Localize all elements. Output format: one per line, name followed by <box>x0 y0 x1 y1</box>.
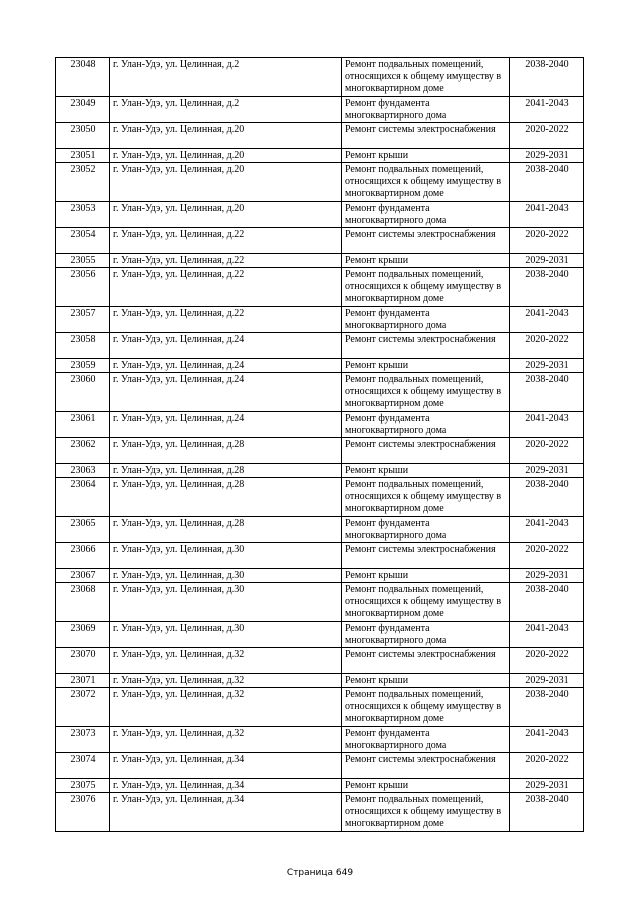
table-row <box>56 123 584 149</box>
work-type-cell: Ремонт фундамента многоквартирного дома <box>342 307 510 333</box>
address-cell: г. Улан-Удэ, ул. Целинная, д.24 <box>110 412 342 438</box>
address-cell: г. Улан-Удэ, ул. Целинная, д.34 <box>110 753 342 779</box>
work-type-cell: Ремонт крыши <box>342 359 510 373</box>
address-cell: г. Улан-Удэ, ул. Целинная, д.24 <box>110 333 342 359</box>
work-type-cell: Ремонт крыши <box>342 464 510 478</box>
row-id-cell: 23058 <box>56 333 110 359</box>
work-type-cell: Ремонт фундамента многоквартирного дома <box>342 202 510 228</box>
table-row <box>56 97 584 123</box>
period-cell: 2038-2040 <box>510 793 584 832</box>
table-row <box>56 583 584 622</box>
address-cell: г. Улан-Удэ, ул. Целинная, д.28 <box>110 478 342 517</box>
period-cell: 2020-2022 <box>510 123 584 149</box>
row-id-cell: 23072 <box>56 688 110 727</box>
row-id-cell: 23070 <box>56 648 110 674</box>
table-row <box>56 268 584 307</box>
row-id-cell: 23050 <box>56 123 110 149</box>
address-cell: г. Улан-Удэ, ул. Целинная, д.32 <box>110 648 342 674</box>
period-cell: 2041-2043 <box>510 412 584 438</box>
table-row <box>56 149 584 163</box>
table-row <box>56 478 584 517</box>
table-row <box>56 648 584 674</box>
row-id-cell: 23065 <box>56 517 110 543</box>
table-row <box>56 688 584 727</box>
period-cell: 2029-2031 <box>510 569 584 583</box>
row-id-cell: 23071 <box>56 674 110 688</box>
address-cell: г. Улан-Удэ, ул. Целинная, д.2 <box>110 97 342 123</box>
period-cell: 2038-2040 <box>510 478 584 517</box>
period-cell: 2041-2043 <box>510 202 584 228</box>
work-type-cell: Ремонт фундамента многоквартирного дома <box>342 727 510 753</box>
table-row <box>56 254 584 268</box>
period-cell: 2038-2040 <box>510 688 584 727</box>
work-type-cell: Ремонт подвальных помещений, относящихся к общему имуществу в многоквартирном доме <box>342 478 510 517</box>
table-row <box>56 373 584 412</box>
table-row <box>56 412 584 438</box>
period-cell: 2041-2043 <box>510 307 584 333</box>
row-id-cell: 23048 <box>56 58 110 97</box>
row-id-cell: 23064 <box>56 478 110 517</box>
address-cell: г. Улан-Удэ, ул. Целинная, д.22 <box>110 254 342 268</box>
work-type-cell: Ремонт подвальных помещений, относящихся к общему имуществу в многоквартирном доме <box>342 163 510 202</box>
work-type-cell: Ремонт подвальных помещений, относящихся к общему имуществу в многоквартирном доме <box>342 373 510 412</box>
table-row <box>56 333 584 359</box>
row-id-cell: 23049 <box>56 97 110 123</box>
period-cell: 2041-2043 <box>510 727 584 753</box>
period-cell: 2020-2022 <box>510 333 584 359</box>
period-cell: 2029-2031 <box>510 674 584 688</box>
address-cell: г. Улан-Удэ, ул. Целинная, д.30 <box>110 583 342 622</box>
work-type-cell: Ремонт фундамента многоквартирного дома <box>342 412 510 438</box>
row-id-cell: 23061 <box>56 412 110 438</box>
row-id-cell: 23063 <box>56 464 110 478</box>
row-id-cell: 23059 <box>56 359 110 373</box>
period-cell: 2038-2040 <box>510 163 584 202</box>
row-id-cell: 23069 <box>56 622 110 648</box>
address-cell: г. Улан-Удэ, ул. Целинная, д.24 <box>110 373 342 412</box>
work-type-cell: Ремонт подвальных помещений, относящихся к общему имуществу в многоквартирном доме <box>342 58 510 97</box>
row-id-cell: 23051 <box>56 149 110 163</box>
period-cell: 2029-2031 <box>510 779 584 793</box>
work-type-cell: Ремонт фундамента многоквартирного дома <box>342 517 510 543</box>
table-row <box>56 438 584 464</box>
table-row <box>56 163 584 202</box>
work-type-cell: Ремонт крыши <box>342 254 510 268</box>
works-table <box>55 57 584 832</box>
address-cell: г. Улан-Удэ, ул. Целинная, д.20 <box>110 149 342 163</box>
row-id-cell: 23056 <box>56 268 110 307</box>
period-cell: 2029-2031 <box>510 359 584 373</box>
address-cell: г. Улан-Удэ, ул. Целинная, д.30 <box>110 622 342 648</box>
work-type-cell: Ремонт крыши <box>342 149 510 163</box>
address-cell: г. Улан-Удэ, ул. Целинная, д.32 <box>110 688 342 727</box>
address-cell: г. Улан-Удэ, ул. Целинная, д.24 <box>110 359 342 373</box>
address-cell: г. Улан-Удэ, ул. Целинная, д.30 <box>110 543 342 569</box>
period-cell: 2020-2022 <box>510 438 584 464</box>
address-cell: г. Улан-Удэ, ул. Целинная, д.2 <box>110 58 342 97</box>
address-cell: г. Улан-Удэ, ул. Целинная, д.30 <box>110 569 342 583</box>
row-id-cell: 23076 <box>56 793 110 832</box>
period-cell: 2041-2043 <box>510 622 584 648</box>
period-cell: 2029-2031 <box>510 254 584 268</box>
work-type-cell: Ремонт фундамента многоквартирного дома <box>342 97 510 123</box>
work-type-cell: Ремонт крыши <box>342 779 510 793</box>
work-type-cell: Ремонт системы электроснабжения <box>342 123 510 149</box>
work-type-cell: Ремонт системы электроснабжения <box>342 648 510 674</box>
address-cell: г. Улан-Удэ, ул. Целинная, д.28 <box>110 438 342 464</box>
address-cell: г. Улан-Удэ, ул. Целинная, д.22 <box>110 228 342 254</box>
table-row <box>56 569 584 583</box>
period-cell: 2029-2031 <box>510 464 584 478</box>
period-cell: 2038-2040 <box>510 268 584 307</box>
table-row <box>56 727 584 753</box>
row-id-cell: 23054 <box>56 228 110 254</box>
row-id-cell: 23062 <box>56 438 110 464</box>
period-cell: 2020-2022 <box>510 648 584 674</box>
table-row <box>56 622 584 648</box>
period-cell: 2020-2022 <box>510 543 584 569</box>
table-row <box>56 58 584 97</box>
row-id-cell: 23053 <box>56 202 110 228</box>
work-type-cell: Ремонт подвальных помещений, относящихся к общему имуществу в многоквартирном доме <box>342 268 510 307</box>
table-row <box>56 753 584 779</box>
address-cell: г. Улан-Удэ, ул. Целинная, д.22 <box>110 268 342 307</box>
work-type-cell: Ремонт крыши <box>342 674 510 688</box>
table-row <box>56 779 584 793</box>
table-row <box>56 202 584 228</box>
work-type-cell: Ремонт системы электроснабжения <box>342 543 510 569</box>
page-number: Страница 649 <box>286 868 354 878</box>
row-id-cell: 23060 <box>56 373 110 412</box>
address-cell: г. Улан-Удэ, ул. Целинная, д.20 <box>110 163 342 202</box>
period-cell: 2020-2022 <box>510 228 584 254</box>
work-type-cell: Ремонт крыши <box>342 569 510 583</box>
row-id-cell: 23068 <box>56 583 110 622</box>
period-cell: 2029-2031 <box>510 149 584 163</box>
table-row <box>56 793 584 832</box>
address-cell: г. Улан-Удэ, ул. Целинная, д.28 <box>110 517 342 543</box>
work-type-cell: Ремонт подвальных помещений, относящихся к общему имуществу в многоквартирном доме <box>342 793 510 832</box>
period-cell: 2041-2043 <box>510 517 584 543</box>
address-cell: г. Улан-Удэ, ул. Целинная, д.32 <box>110 727 342 753</box>
row-id-cell: 23052 <box>56 163 110 202</box>
table-row <box>56 228 584 254</box>
period-cell: 2020-2022 <box>510 753 584 779</box>
table-row <box>56 464 584 478</box>
row-id-cell: 23073 <box>56 727 110 753</box>
row-id-cell: 23067 <box>56 569 110 583</box>
row-id-cell: 23074 <box>56 753 110 779</box>
works-table-body <box>56 58 584 832</box>
row-id-cell: 23066 <box>56 543 110 569</box>
table-row <box>56 359 584 373</box>
row-id-cell: 23055 <box>56 254 110 268</box>
address-cell: г. Улан-Удэ, ул. Целинная, д.20 <box>110 202 342 228</box>
work-type-cell: Ремонт системы электроснабжения <box>342 753 510 779</box>
address-cell: г. Улан-Удэ, ул. Целинная, д.32 <box>110 674 342 688</box>
period-cell: 2041-2043 <box>510 97 584 123</box>
address-cell: г. Улан-Удэ, ул. Целинная, д.20 <box>110 123 342 149</box>
period-cell: 2038-2040 <box>510 583 584 622</box>
work-type-cell: Ремонт системы электроснабжения <box>342 333 510 359</box>
period-cell: 2038-2040 <box>510 373 584 412</box>
work-type-cell: Ремонт фундамента многоквартирного дома <box>342 622 510 648</box>
row-id-cell: 23075 <box>56 779 110 793</box>
work-type-cell: Ремонт подвальных помещений, относящихся к общему имуществу в многоквартирном доме <box>342 688 510 727</box>
address-cell: г. Улан-Удэ, ул. Целинная, д.28 <box>110 464 342 478</box>
table-row <box>56 543 584 569</box>
work-type-cell: Ремонт подвальных помещений, относящихся к общему имуществу в многоквартирном доме <box>342 583 510 622</box>
period-cell: 2038-2040 <box>510 58 584 97</box>
address-cell: г. Улан-Удэ, ул. Целинная, д.34 <box>110 779 342 793</box>
table-row <box>56 517 584 543</box>
work-type-cell: Ремонт системы электроснабжения <box>342 228 510 254</box>
address-cell: г. Улан-Удэ, ул. Целинная, д.22 <box>110 307 342 333</box>
table-row <box>56 307 584 333</box>
row-id-cell: 23057 <box>56 307 110 333</box>
address-cell: г. Улан-Удэ, ул. Целинная, д.34 <box>110 793 342 832</box>
table-row <box>56 674 584 688</box>
work-type-cell: Ремонт системы электроснабжения <box>342 438 510 464</box>
